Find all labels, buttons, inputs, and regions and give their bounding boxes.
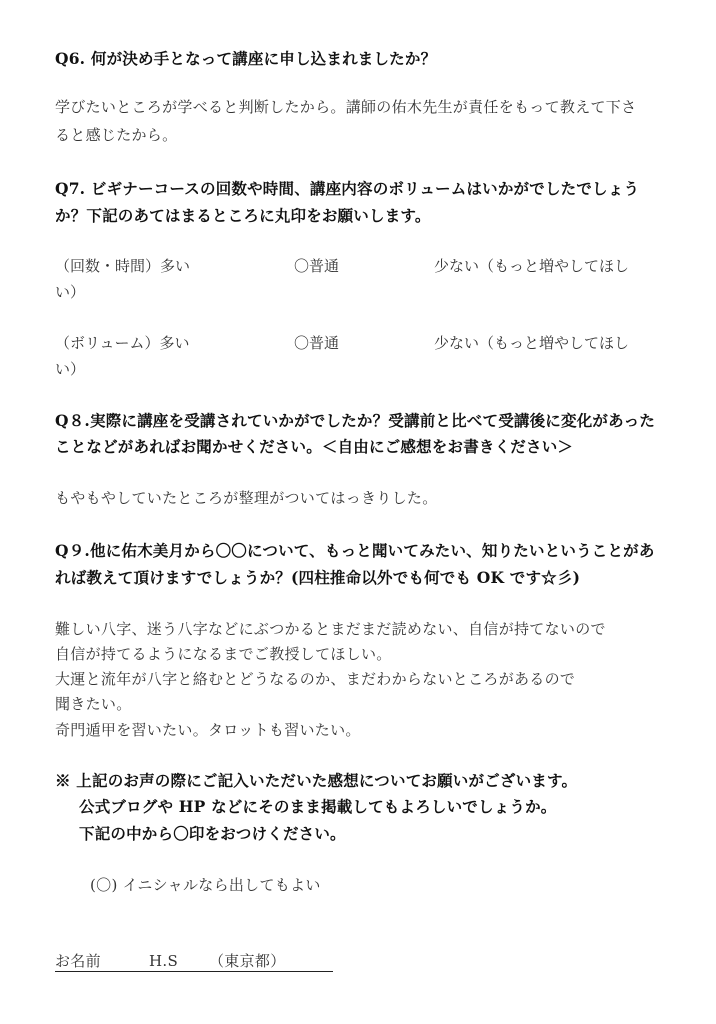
q7-row-2-right: 少ない（もっと増やしてほし [434, 334, 630, 352]
note-line-1: ※ 上記のお声の際にご記入いただいた感想についてお願いがございます。 [55, 771, 578, 790]
q9-answer-line-4: 聞きたい。 [55, 695, 132, 713]
q7-row-1-wrap: い） [55, 283, 86, 301]
signature-location: （東京都） [209, 952, 286, 970]
q6-answer-line-1: 学びたいところが学べると判断したから。講師の佑木先生が責任をもって教えて下さ [55, 98, 637, 116]
signature-label: お名前 [55, 952, 101, 970]
q6-answer-line-2: ると感じたから。 [55, 126, 178, 144]
q9-question-line-1: Q９.他に佑木美月から〇〇について、もっと聞いてみたい、知りたいということがあ [55, 541, 655, 560]
q7-row-1-label: （回数・時間）多い [55, 257, 191, 275]
q6-question: Q6. 何が決め手となって講座に申し込まれましたか？ [55, 49, 437, 68]
q9-question-line-2: れば教えて頂けますでしょうか？(四柱推命以外でも何でも OK です☆彡) [55, 568, 581, 587]
note-line-2: 公式ブログや HP などにそのまま掲載してもよろしいでしょうか。 [79, 797, 557, 816]
signature-name: H.S [149, 952, 179, 970]
note-option: (〇) イニシャルなら出してもよい [90, 876, 321, 894]
q9-answer-line-2: 自信が持てるようになるまでご教授してほしい。 [55, 645, 392, 663]
note-line-3: 下記の中から〇印をおつけください。 [79, 824, 346, 843]
q8-question-line-2: ことなどがあればお聞かせください。＜自由にご感想をお書きください＞ [55, 437, 574, 456]
q7-row-2-middle: 〇普通 [294, 334, 340, 352]
q7-question-line-2: か？下記のあてはまるところに丸印をお願いします。 [55, 206, 431, 225]
q9-answer-line-5: 奇門遁甲を習いたい。タロットも習いたい。 [55, 721, 361, 739]
q9-answer-line-1: 難しい八字、迷う八字などにぶつかるとまだまだ読めない、自信が持てないので [55, 620, 606, 638]
q8-answer-line-1: もやもやしていたところが整理がついてはっきりした。 [55, 489, 438, 507]
signature-underline [55, 971, 333, 972]
q9-answer-line-3: 大運と流年が八字と絡むとどうなるのか、まだわからないところがあるので [55, 670, 576, 688]
q7-row-2-wrap: い） [55, 360, 86, 378]
q7-question-line-1: Q7. ビギナーコースの回数や時間、講座内容のボリュームはいかがでしたでしょう [55, 179, 640, 198]
q7-row-1-middle: 〇普通 [294, 257, 340, 275]
q7-row-1-right: 少ない（もっと増やしてほし [434, 257, 630, 275]
q7-row-2-label: （ボリューム）多い [55, 334, 190, 352]
q8-question-line-1: Q８.実際に講座を受講されていかがでしたか？受講前と比べて受講後に変化があった [55, 411, 656, 430]
